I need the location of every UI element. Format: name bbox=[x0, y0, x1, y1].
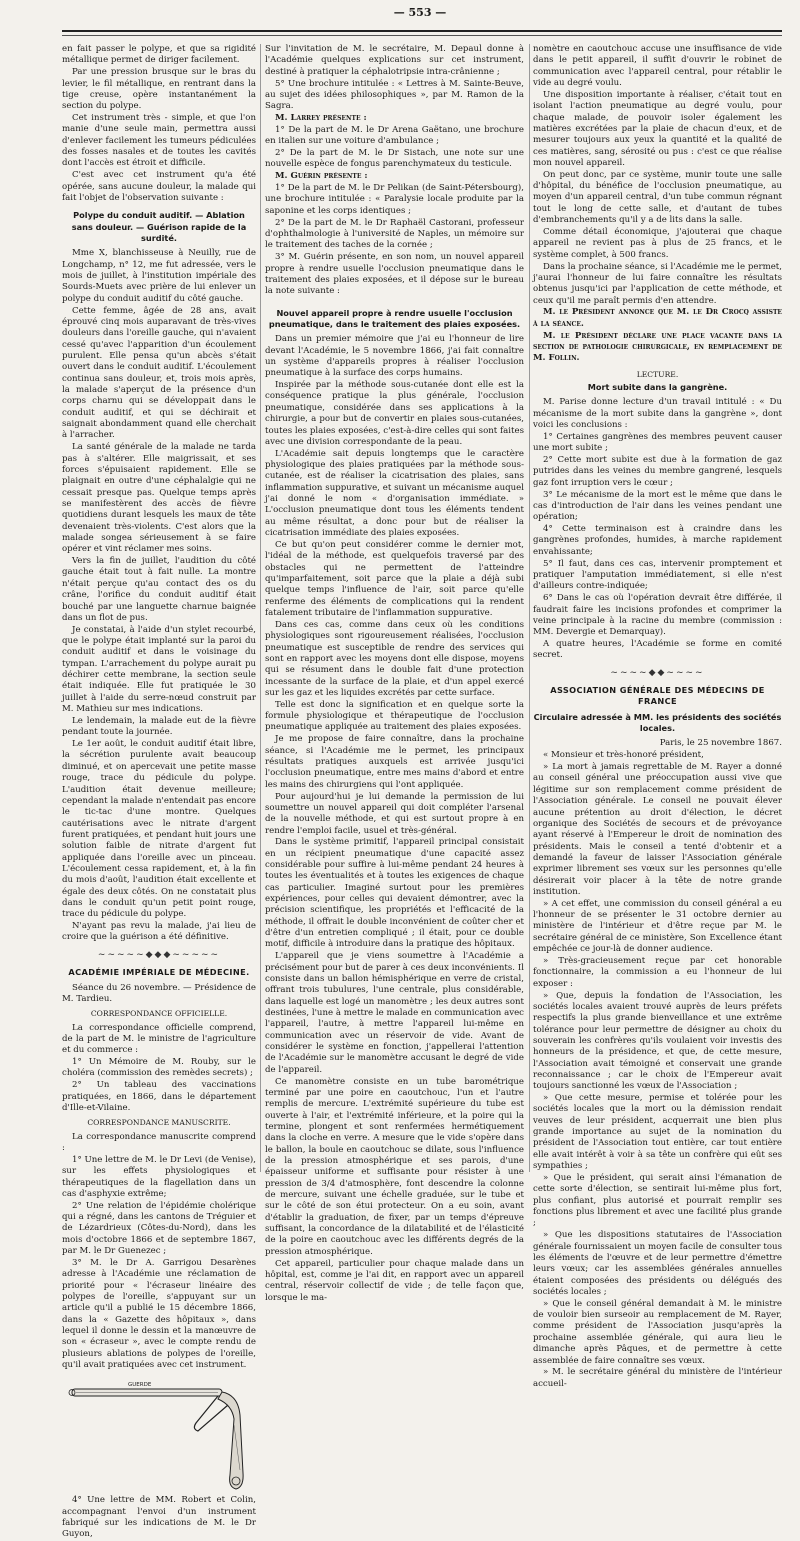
paragraph: M. Parise donne lecture d'un travail intitulé : « Du mécanisme de la mort subite dans la gangrène », dont voici les conclusions : bbox=[533, 397, 782, 430]
paragraph: Ce but qu'on peut considérer comme le dernier mot, l'idéal de la méthode, est quelquefois traversé par des obstacles qui ne permettent de l'atteindre qu'imparfaitement, soit parce que la plaie a déjà subi quelque temps l'influence de l'air, soit parce qu'elle renferme des éléments de complications qui la rendent fatalement tributaire de l'inflammation suppurative. bbox=[265, 539, 524, 618]
section-heading: ACADÉMIE IMPÉRIALE DE MÉDECINE. bbox=[68, 967, 250, 978]
column-1 bbox=[62, 44, 256, 1540]
paragraph: 1° Un Mémoire de M. Rouby, sur le choléra (commission des remèdes secrets) ; bbox=[62, 1057, 256, 1079]
paragraph: Dans la prochaine séance, si l'Académie me le permet, j'aurai l'honneur de lui faire connaître les résultats obtenus jusqu'ici par l'application de cette méthode, et ceux qu'il me paraît permis d'en attendre. bbox=[533, 261, 782, 306]
paragraph: Dans un premier mémoire que j'ai eu l'honneur de lire devant l'Académie, le 5 novembre 1866, j'ai fait connaître un système d'appareils propres à réaliser l'occlusion pneumatique à la surface des corps humains. bbox=[265, 334, 524, 379]
speaker-line: M. Guérin présente : bbox=[275, 171, 368, 182]
paragraph: 4° Une lettre de MM. Robert et Colin, accompagnant l'envoi d'un instrument fabriqué sur les indications de M. le Dr Guyon, bbox=[62, 1495, 256, 1540]
paragraph: 2° De la part de M. le Dr Raphaël Castorani, professeur d'ophthalmologie à l'université de Naples, un mémoire sur le traitement des taches de la cornée ; bbox=[265, 217, 524, 251]
figure-label: GUERDE bbox=[128, 1382, 152, 1389]
paragraph: » M. le secrétaire général du ministère de l'intérieur accueil- bbox=[533, 1367, 782, 1389]
session-line: Séance du 26 novembre. — Présidence de M. Tardieu. bbox=[62, 982, 256, 1004]
column-divider bbox=[260, 44, 261, 1172]
subheading: CORRESPONDANCE OFFICIELLE. bbox=[90, 1009, 228, 1019]
paragraph: 2° Un tableau des vaccinations pratiquées, en 1866, dans le département d'Ille-et-Vilaine. bbox=[62, 1080, 256, 1113]
paragraph: Une disposition importante à réaliser, c'était tout en isolant l'action pneumatique au degré voulu, pour chaque malade, de pouvoir isoler également les matières excrétées par la plaie de chacun d'eux, et de mesurer toujours aux yeux la quantité et la qualité de ces matières, sang, sérosité ou pus : c'est ce que réalise mon nouvel appareil. bbox=[533, 89, 782, 168]
paragraph: Dans ces cas, comme dans ceux où les conditions physiologiques sont rigoureusement réalisées, l'occlusion pneumatique est susceptible de rendre des services qui sont en rapport avec les moyens dont elle dispose, moyens qui se résument dans le double fait d'une protection incessante de la surface de la plaie, et d'un appel exercé sur les gaz et les liquides excrétés par cette surface. bbox=[265, 619, 524, 698]
paragraph: Le 1er août, le conduit auditif était libre, la sécrétion purulente avait beaucoup diminué, et on apercevait une petite masse rouge, trace du pédicule du polype. L'audition était devenue meilleure; cependant la malade n'entendait pas encore le tic-tac d'une montre. Quelques cautérisations avec le nitrate d'argent furent pratiquées, et pendant huit jours une solution faible de nitrate d'argent fut appliquée dans l'oreille avec un pinceau. L'écoulement cessa rapidement, et, à la fin du mois d'août, l'audition était excellente et égale des deux côtés. On ne constatait plus dans le conduit qu'un petit point rouge, trace du pédicule du polype. bbox=[62, 739, 256, 920]
column-divider bbox=[529, 44, 530, 1172]
paragraph: 4° Cette terminaison est à craindre dans les gangrènes profondes, humides, à marche rapidement envahissante; bbox=[533, 524, 782, 557]
paragraph: « Monsieur et très-honoré président, bbox=[543, 750, 704, 761]
section-heading: Mort subite dans la gangrène. bbox=[587, 381, 728, 392]
paragraph: Inspirée par la méthode sous-cutanée dont elle est la conséquence pratique la plus générale, l'occlusion pneumatique, considérée dans ses applications à la chirurgie, a pour but de convertir en plaies sous-cutanées, toutes les plaies exposées, c'est-à-dire celles qui sont faites avec une division correspondante de la peau. bbox=[265, 380, 524, 447]
header-rule-thin bbox=[62, 35, 782, 36]
ecraseur-drawing bbox=[68, 1375, 256, 1493]
paragraph: Ce manomètre consiste en un tube barométrique terminé par une poire en caoutchouc, l'un et l'autre remplis de mercure. L'extrémité supérieure du tube est ouverte à l'air, et l'extrémité inférieure, et la poire qui la termine, plongent et sont renfermées hermétiquement dans la cloche en verre. A mesure que le vide s'opère dans le ballon, la boule en caoutchouc se dilate, sous l'influence de la pression atmosphérique et ses parois, d'une épaisseur uniforme et suffisante pour résister à une pression de 3/4 d'atmosphère, font descendre la colonne de mercure, suivant une échelle graduée, sur le tube et sur le côté de son étui protecteur. On a eu soin, avant d'établir la graduation, de fixer, par un temps d'épreuve suffisant, la concordance de la dilatabilité et de l'élasticité de la poire en caoutchouc avec les différents degrés de la pression atmosphérique. bbox=[265, 1076, 524, 1257]
paragraph: 3° M. le Dr A. Garrigou Desarènes adresse à l'Académie une réclamation de priorité pour « l'écraseur linéaire des polypes de l'oreille, s'appuyant sur un article qu'il a publié le 15 décembre 1866, dans la « Gazette des hôpitaux », dans lequel il donne le dessin et la manœuvre de son « écraseur », avec le compte rendu de plusieurs ablations de polypes de l'oreille, qu'il avait pratiquées avec cet instrument. bbox=[62, 1257, 256, 1370]
paragraph: L'Académie sait depuis longtemps que le caractère physiologique des plaies pratiquées par la méthode sous-cutanée, est de réaliser la cicatrisation des plaies, sans inflammation suppurative, et suivant un mécanisme auquel j'ai donné le nom « d'organisation immédiate. » L'occlusion pneumatique dont tous les éléments tendent au même résultat, a donc pour but de réaliser la cicatrisation immédiate des plaies exposées. bbox=[265, 448, 524, 539]
paragraph: » Que le conseil général demandait à M. le ministre de vouloir bien surseoir au remplacement de M. Rayer, comme président de l'Association jusqu'après la prochaine assemblée générale, qui aura lieu le dimanche après Pâques, et de permettre à cette assemblée de faire connaître ses vœux. bbox=[533, 1298, 782, 1366]
column-2 bbox=[265, 44, 524, 1303]
page-number: — 553 — bbox=[393, 6, 447, 19]
paragraph: Cette femme, âgée de 28 ans, avait éprouvé cinq mois auparavant de très-vives douleurs dans l'oreille gauche, qui n'avaient cessé qu'avec l'apparition d'un écoulement purulent. Elle pensa qu'un abcès s'était ouvert dans le conduit auditif. L'écoulement continua sans douleur, et, trois mois après, la malade s'aperçut de la présence d'un corps charnu qui se développait dans le conduit auditif, et qui se déchirait et saignait abondamment quand elle cherchait à l'arracher. bbox=[62, 305, 256, 441]
paragraph: » A cet effet, une commission du conseil général a eu l'honneur de se présenter le 31 octobre dernier au ministère de l'intérieur et d'être reçue par M. le secrétaire général de ce ministère, Son Excellence étant empêchée ce jour-là de donner audience. bbox=[533, 898, 782, 955]
section-subheading: Circulaire adressée à MM. les présidents des sociétés locales. bbox=[533, 711, 782, 734]
paragraph: Sur l'invitation de M. le secrétaire, M. Depaul donne à l'Académie quelques explications sur cet instrument, destiné à pratiquer la céphalotripsie intra-crânienne ; bbox=[265, 44, 524, 77]
speaker-line: M. Larrey présente : bbox=[275, 113, 367, 124]
paragraph: Cet appareil, particulier pour chaque malade dans un hôpital, est, comme je l'ai dit, en rapport avec un appareil central, réservoir collectif de vide ; de telle façon que, lorsque le ma- bbox=[265, 1258, 524, 1303]
paragraph: Dans le système primitif, l'appareil principal consistait en un récipient pneumatique d'une capacité assez considérable pour suffire à lui-même pendant 24 heures à toutes les éventualités et à toutes les exigences de chaque cas particulier. Imaginé surtout pour les premières expériences, pour celles qui devaient démontrer, avec la précision scientifique, les propriétés et l'efficacité de la méthode, il offrait le double inconvénient de coûter cher et d'être d'un entretien compliqué ; il était, pour ce double motif, difficile à introduire dans la pratique des hôpitaux. bbox=[265, 837, 524, 950]
paragraph: Le lendemain, la malade eut de la fièvre pendant toute la journée. bbox=[62, 715, 256, 738]
paragraph: Mme X, blanchisseuse à Neuilly, rue de Longchamp, n° 12, me fut adressée, vers le mois de juillet, à l'institution impériale des Sourds-Muets avec prière de lui enlever un polype du conduit auditif du côté gauche. bbox=[62, 248, 256, 304]
paragraph: Je me propose de faire connaître, dans la prochaine séance, si l'Académie me le permet, les principaux résultats pratiques auxquels est arrivée jusqu'ici l'occlusion pneumatique, entre mes mains d'abord et entre les mains des chirurgiens qui l'ont appliquée. bbox=[265, 734, 524, 790]
instrument-illustration bbox=[68, 1375, 256, 1493]
paragraph: 3° Le mécanisme de la mort est le même que dans le cas d'introduction de l'air dans les veines pendant une opération; bbox=[533, 489, 782, 523]
paragraph: » La mort à jamais regrettable de M. Rayer a donné au conseil général une préoccupation aussi vive que légitime sur son remplacement comme président de l'Association générale. Le conseil ne pouvait élever aucune prétention au droit d'élection, le décret organique des Sociétés de secours et de prévoyance ayant réservé à l'Empereur le droit de nomination des présidents. Mais le conseil a tenté d'obtenir et a demandé la faveur de laisser l'Association générale exprimer librement ses vœux sur les personnes qu'elle désirerait voir placer à la tête de notre grande institution. bbox=[533, 762, 782, 897]
section-heading: Nouvel appareil propre à rendre usuelle l'occlusion pneumatique, dans le traitement des plaies exposées. bbox=[268, 307, 521, 329]
paragraph: 1° De la part de M. le Dr Pelikan (de Saint-Pétersbourg), une brochure intitulée : « Paralysie locale produite par la saponine et les corps identiques ; bbox=[265, 183, 524, 216]
paragraph: 1° Certaines gangrènes des membres peuvent causer une mort subite ; bbox=[533, 431, 782, 454]
paragraph: 2° Cette mort subite est due à la formation de gaz putrides dans les veines du membre gangrené, lesquels gaz font irruption vers le cœur ; bbox=[533, 455, 782, 488]
paragraph: 3° M. Guérin présente, en son nom, un nouvel appareil propre à rendre usuelle l'occlusion pneumatique dans le traitement des plaies exposées, et il dépose sur le bureau la note suivante : bbox=[265, 252, 524, 297]
paragraph: en fait passer le polype, et que sa rigidité métallique permet de diriger facilement. bbox=[62, 44, 256, 66]
paragraph: On peut donc, par ce système, munir toute une salle d'hôpital, du bénéfice de l'occlusion pneumatique, au moyen d'un appareil central, d'un tube commun régnant tout le long de cette salle, et d'autant de tubes d'embranchements qu'il y a de lits dans la salle. bbox=[533, 169, 782, 226]
paragraph: » Que le président, qui serait ainsi l'émanation de cette sorte d'élection, se sentirait lui-même plus fort, plus confiant, plus autorisé et pourrait remplir ses fonctions plus librement et avec une facilité plus grande ; bbox=[533, 1173, 782, 1229]
paragraph: Cet instrument très - simple, et que l'on manie d'une seule main, permettra aussi d'enlever facilement les tumeurs pédiculées des fosses nasales et de toutes les cavités dont l'accès est étroit et difficile. bbox=[62, 113, 256, 169]
paragraph: Vers la fin de juillet, l'audition du côté gauche était tout à fait nulle. La montre n'était perçue qu'au contact des os du crâne, l'orifice du conduit auditif était bouché par une languette charnue baignée dans un flot de pus. bbox=[62, 556, 256, 623]
paragraph: A quatre heures, l'Académie se forme en comité secret. bbox=[533, 639, 782, 661]
paragraph: 1° De la part de M. le Dr Arena Gaëtano, une brochure en italien sur une voiture d'ambulance ; bbox=[265, 124, 524, 147]
section-heading: ASSOCIATION GÉNÉRALE DES MÉDECINS DE FRANCE bbox=[550, 685, 765, 707]
speaker-line: M. le Président déclare une place vacante dans la section de pathologie chirurgicale, en remplacement de M. Follin. bbox=[533, 330, 782, 364]
subheading: CORRESPONDANCE MANUSCRITE. bbox=[87, 1118, 231, 1128]
section-heading: Polype du conduit auditif. — Ablation sans douleur. — Guérison rapide de la surdité. bbox=[71, 210, 247, 243]
paragraph: La correspondance manuscrite comprend : bbox=[62, 1131, 256, 1153]
paragraph: La santé générale de la malade ne tarda pas à s'altérer. Elle maigrissait, et ses forces s'épuisaient rapidement. Elle se plaignait en outre d'une céphalalgie qui ne cessait presque pas. Quelque temps après se manifestèrent des accès de fièvre quotidiens durant lesquels les maux de tête devenaient très-violents. C'est alors que la malade songea sérieusement à se faire opérer et vint réclamer mes soins. bbox=[62, 442, 256, 555]
paragraph: 2° De la part de M. le Dr Sistach, une note sur une nouvelle espèce de fongus parenchymateux du testicule. bbox=[265, 148, 524, 170]
paragraph: » Que cette mesure, permise et tolérée pour les sociétés locales que la mort ou la démission rendait veuves de leur président, acquerrait une bien plus grande importance au sujet de la nomination du président de l'Association tout entière, car tout entière elle avait intérêt à voir à sa tête un confrère qui eût ses sympathies ; bbox=[533, 1093, 782, 1172]
paragraph: Telle est donc la signification et en quelque sorte la formule physiologique et thérapeutique de l'occlusion pneumatique appliquée au traitement des plaies exposées. bbox=[265, 699, 524, 733]
paragraph: L'appareil que je viens soumettre à l'Académie a précisément pour but de parer à ces deux inconvénients. Il consiste dans un ballon hémisphérique en verre de cristal, offrant trois tubulures, l'une centrale, plus considérable, dans laquelle est logé un manomètre ; les deux autres sont destinées, l'une à mettre le malade en communication avec l'appareil, l'autre, à mettre l'appareil lui-même en communication avec un réservoir de vide. Avant de considérer le système en fonction, j'appellerai l'attention de l'Académie sur le manomètre accusant le degré de vide de l'appareil. bbox=[265, 951, 524, 1075]
paragraph: La correspondance officielle comprend, de la part de M. le ministre de l'agriculture et du commerce : bbox=[62, 1022, 256, 1056]
paragraph: 2° Une relation de l'épidémie cholérique qui a régné, dans les cantons de Tréguier et de Lézardrieux (Côtes-du-Nord), dans les mois d'octobre 1866 et de septembre 1867, par M. le Dr Guenezec ; bbox=[62, 1200, 256, 1257]
paragraph: » Que, depuis la fondation de l'Association, les sociétés locales avaient trouvé auprès de leurs préfets respectifs la plus grande bienveillance et une extrême tolérance pour leur permettre de désigner au choix du souverain les confrères qu'ils voulaient voir investis des honneurs de la présidence, et que, de cette mesure, l'Association avait témoigné et conservait une grande reconnaissance ; car le choix de l'Empereur avait toujours sanctionné les vœux de l'Association ; bbox=[533, 990, 782, 1092]
paragraph: nomètre en caoutchouc accuse une insuffisance de vide dans le petit appareil, il suffit d'ouvrir le robinet de communication avec l'appareil central, pour rétablir le vide au degré voulu. bbox=[533, 44, 782, 89]
paragraph: Je constatai, à l'aide d'un stylet recourbé, que le polype était implanté sur la paroi du conduit auditif et dans le voisinage du tympan. L'arrachement du polype aurait pu déchirer cette membrane, la section seule était indiquée. Elle fut pratiquée le 30 juillet à l'aide du serre-nœud construit par M. Mathieu sur mes indications. bbox=[62, 624, 256, 715]
paragraph: » Très-gracieusement reçue par cet honorable fonctionnaire, la commission a eu l'honneur de lui exposer : bbox=[533, 955, 782, 989]
paragraph: Pour aujourd'hui je lui demande la permission de lui soumettre un nouvel appareil qui doit compléter l'arsenal de la nouvelle méthode, et qui est surtout propre à en rendre l'emploi facile, usuel et très-général. bbox=[265, 791, 524, 836]
ornament-divider: ~~~~~◆◆◆~~~~~ bbox=[97, 949, 221, 960]
subheading: LECTURE. bbox=[636, 369, 679, 379]
paragraph: 1° Une lettre de M. le Dr Levi (de Venise), sur les effets physiologiques et thérapeutiques de la flagellation dans un cas d'asphyxie extrême; bbox=[62, 1154, 256, 1199]
paragraph: C'est avec cet instrument qu'a été opérée, sans aucune douleur, la malade qui fait l'objet de l'observation suivante : bbox=[62, 170, 256, 203]
dateline: Paris, le 25 novembre 1867. bbox=[659, 738, 782, 749]
header-rule bbox=[62, 30, 782, 32]
paragraph: Comme détail économique, j'ajouterai que chaque appareil ne revient pas à plus de 25 francs, et le système complet, à 500 francs. bbox=[533, 227, 782, 260]
paragraph: N'ayant pas revu la malade, j'ai lieu de croire que la guérison a été définitive. bbox=[62, 921, 256, 943]
speaker-line: M. le Président annonce que M. le Dr Crocq assiste à la séance. bbox=[533, 307, 782, 329]
paragraph: Par une pression brusque sur le bras du levier, le fil métallique, en rentrant dans la tige creuse, opère instantanément la section du polype. bbox=[62, 67, 256, 112]
paragraph: » Que les dispositions statutaires de l'Association générale fournissaient un moyen facile de consulter tous les éléments de l'œuvre et de leur permettre d'émettre leurs vœux; car les assemblées générales annuelles étaient composées des présidents ou délégués des sociétés locales ; bbox=[533, 1230, 782, 1297]
paragraph: 5° Il faut, dans ces cas, intervenir promptement et pratiquer l'amputation immédiatement, si elle n'est d'ailleurs contre-indiquée; bbox=[533, 558, 782, 592]
paragraph: 5° Une brochure intitulée : « Lettres à M. Sainte-Beuve, au sujet des idées philosophiques », par M. Ramon de la Sagra. bbox=[265, 78, 524, 112]
ornament-divider: ~~~~◆◆~~~~ bbox=[610, 667, 705, 678]
paragraph: 6° Dans le cas où l'opération devrait être différée, il faudrait faire les incisions profondes et comprimer la veine principale à la racine du membre (commission : MM. Devergie et Demarquay). bbox=[533, 593, 782, 638]
column-3 bbox=[533, 44, 782, 1389]
